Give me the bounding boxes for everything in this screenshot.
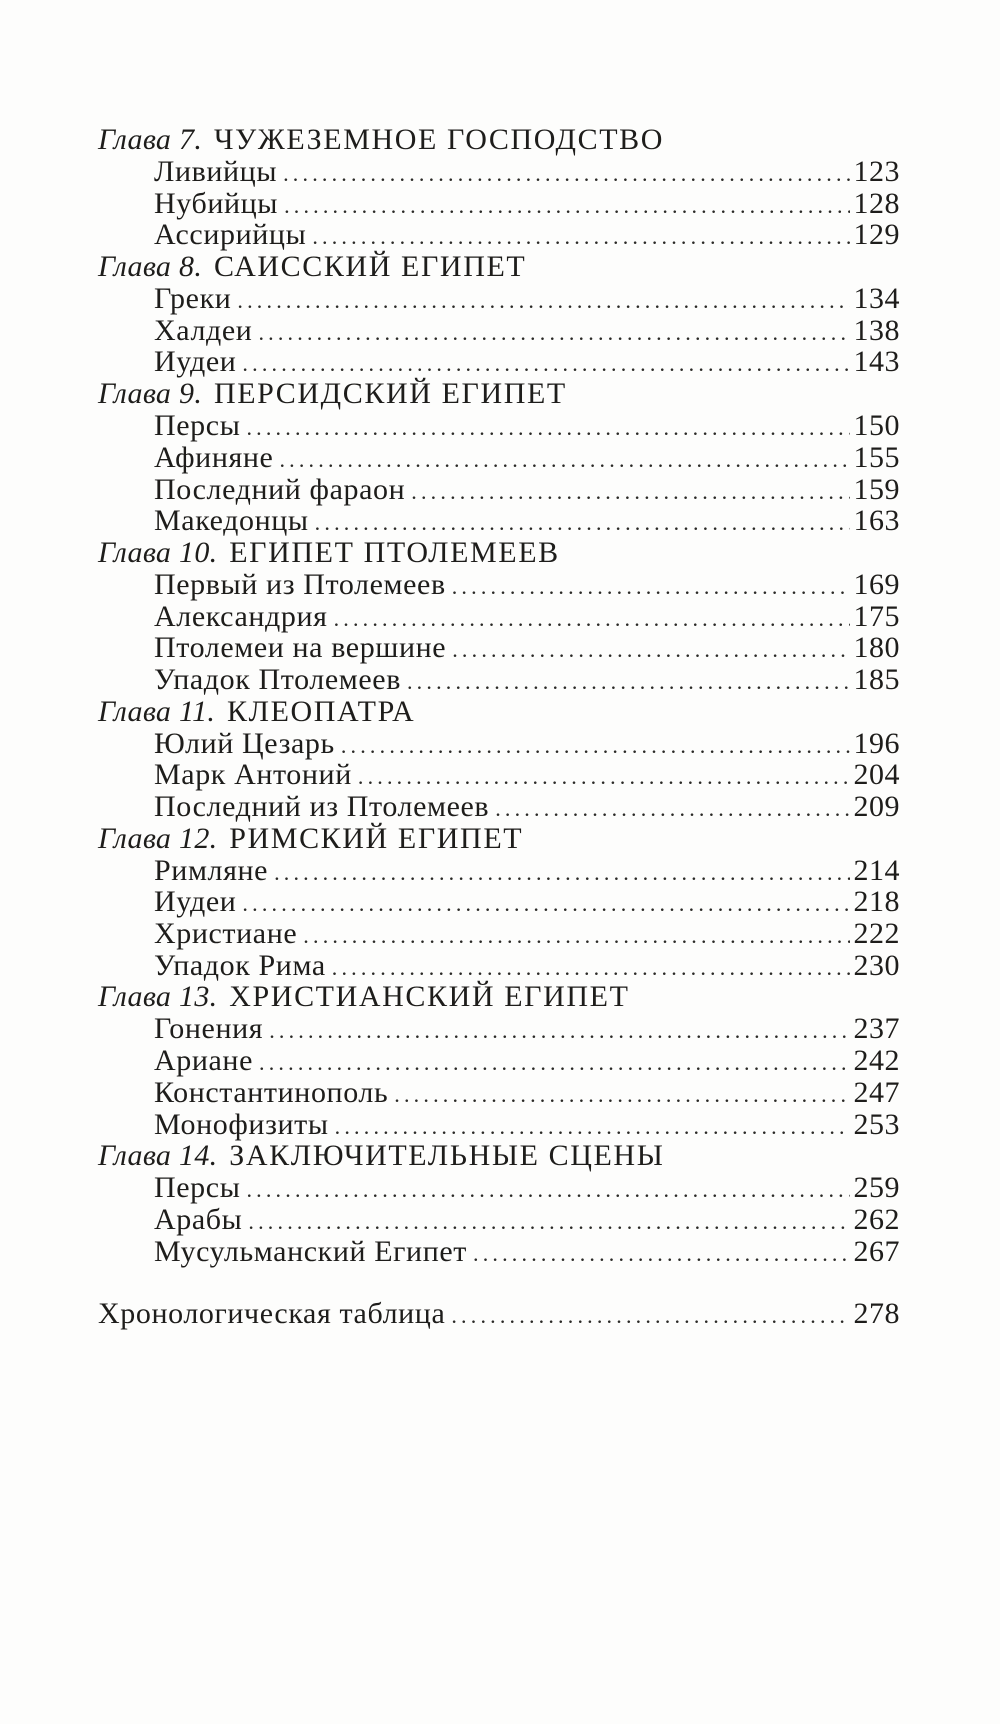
chapter-number: Глава 14. — [98, 1139, 218, 1173]
dot-leader — [451, 1300, 849, 1332]
dot-leader — [258, 317, 849, 349]
chapter-section — [98, 823, 900, 982]
toc-entry — [98, 1013, 900, 1045]
entry-title: Монофизиты — [154, 1107, 329, 1141]
dot-leader — [315, 507, 850, 539]
toc-entry — [98, 728, 900, 760]
dot-leader — [473, 1238, 850, 1270]
toc-entry — [98, 632, 900, 664]
chapter-section — [98, 124, 900, 251]
toc-entry — [98, 759, 900, 791]
toc-entry — [98, 664, 900, 696]
page-number: 259 — [853, 1171, 900, 1205]
chapter-section — [98, 981, 900, 1140]
toc-entry — [98, 1109, 900, 1141]
entry-title: Мусульманский Египет — [154, 1234, 467, 1268]
toc-entry — [98, 505, 900, 537]
entry-title: Афиняне — [154, 440, 274, 474]
dot-leader — [279, 444, 849, 476]
dot-leader — [452, 571, 850, 603]
entry-title: Первый из Птолемеев — [154, 567, 446, 601]
toc-entry — [98, 315, 900, 347]
dot-leader — [284, 190, 849, 222]
entry-title: Птолемеи на вершине — [154, 631, 447, 665]
dot-leader — [242, 348, 849, 380]
toc-entry — [98, 219, 900, 251]
chapter-section — [98, 1140, 900, 1267]
dot-leader — [248, 1206, 849, 1238]
page-number: 230 — [853, 948, 900, 982]
page-number: 143 — [853, 345, 900, 379]
page-number: 175 — [853, 599, 900, 633]
entry-title: Юлий Цезарь — [154, 726, 335, 760]
chapter-title: ЧУЖЕЗЕМНОЕ ГОСПОДСТВО — [213, 123, 664, 156]
chapter-number: Глава 13. — [98, 980, 218, 1014]
toc-entry — [98, 283, 900, 315]
dot-leader — [283, 158, 849, 190]
toc-entry — [98, 886, 900, 918]
toc-entry — [98, 791, 900, 823]
page-number: 155 — [853, 440, 900, 474]
dot-leader — [259, 1047, 849, 1079]
chapter-heading — [98, 378, 900, 410]
entry-title: Упадок Рима — [154, 948, 326, 982]
page-number: 278 — [853, 1297, 900, 1331]
dot-leader — [495, 793, 849, 825]
entry-title: Нубийцы — [154, 186, 279, 220]
toc-entry — [98, 1204, 900, 1236]
page-number: 262 — [853, 1202, 900, 1236]
entry-title: Халдеи — [154, 313, 253, 347]
toc-entry — [98, 950, 900, 982]
toc-final-entry — [98, 1298, 900, 1330]
entry-title: Христиане — [154, 917, 298, 951]
chapter-heading — [98, 981, 900, 1013]
toc-entry — [98, 601, 900, 633]
toc-entry — [98, 1236, 900, 1268]
chapter-section — [98, 251, 900, 378]
entry-title: Ливийцы — [154, 155, 278, 188]
entry-title: Александрия — [154, 599, 328, 633]
page-number: 218 — [853, 885, 900, 919]
page-number: 253 — [853, 1107, 900, 1141]
page-number: 163 — [853, 504, 900, 538]
page-number: 242 — [853, 1044, 900, 1078]
page-number: 128 — [853, 186, 900, 220]
page-number: 138 — [853, 313, 900, 347]
chapter-section — [98, 696, 900, 823]
toc-entry — [98, 569, 900, 601]
page-number: 129 — [853, 218, 900, 252]
page-number: 237 — [853, 1012, 900, 1046]
entry-title: Арабы — [154, 1202, 243, 1236]
page-number: 169 — [853, 567, 900, 601]
chapter-heading — [98, 537, 900, 569]
entry-title: Константинополь — [154, 1075, 389, 1109]
entry-title: Марк Антоний — [154, 758, 352, 792]
page-number: 159 — [853, 472, 900, 506]
entry-title: Персы — [154, 409, 241, 443]
dot-leader — [358, 761, 850, 793]
page-number: 222 — [853, 917, 900, 951]
entry-title: Иудеи — [154, 885, 237, 919]
entry-title: Ассирийцы — [154, 218, 307, 252]
chapter-number: Глава 11. — [98, 694, 216, 728]
page-number: 185 — [853, 662, 900, 696]
entry-title: Македонцы — [154, 504, 309, 538]
entry-title: Римляне — [154, 853, 269, 887]
page-number: 267 — [853, 1234, 900, 1268]
page-number: 247 — [853, 1075, 900, 1109]
toc-entry — [98, 855, 900, 887]
chapter-number: Глава 7. — [98, 123, 203, 156]
toc-entry — [98, 346, 900, 378]
entry-title: Греки — [154, 282, 232, 316]
toc-entry — [98, 410, 900, 442]
chapter-title: ХРИСТИАНСКИЙ ЕГИПЕТ — [229, 980, 630, 1014]
chapter-title: КЛЕОПАТРА — [227, 694, 416, 728]
chapter-number: Глава 10. — [98, 535, 218, 569]
page-number: 180 — [853, 631, 900, 665]
dot-leader — [394, 1079, 849, 1111]
chapter-heading — [98, 1140, 900, 1172]
dot-leader — [411, 476, 849, 508]
page-number: 150 — [853, 409, 900, 443]
chapter-title: ПЕРСИДСКИЙ ЕГИПЕТ — [213, 377, 567, 411]
toc-entry — [98, 1172, 900, 1204]
entry-title: Последний фараон — [154, 472, 406, 506]
page-number: 214 — [853, 853, 900, 887]
chapter-title: ЕГИПЕТ ПТОЛЕМЕЕВ — [229, 535, 560, 569]
entry-title: Упадок Птолемеев — [154, 662, 401, 696]
chapter-section — [98, 378, 900, 537]
toc-entry — [98, 1077, 900, 1109]
dot-leader — [237, 285, 849, 317]
page-number: 123 — [853, 155, 900, 188]
page-number: 196 — [853, 726, 900, 760]
dot-leader — [332, 952, 850, 984]
dot-leader — [246, 1174, 849, 1206]
chapter-title: РИМСКИЙ ЕГИПЕТ — [229, 821, 524, 855]
dot-leader — [452, 634, 849, 666]
entry-title: Гонения — [154, 1012, 264, 1046]
toc-entry — [98, 918, 900, 950]
dot-leader — [274, 857, 849, 889]
page-number: 209 — [853, 790, 900, 823]
chapter-section — [98, 537, 900, 696]
entry-title: Хронологическая таблица — [98, 1297, 446, 1331]
dot-leader — [407, 666, 850, 698]
chapter-number: Глава 8. — [98, 250, 203, 284]
chapter-number: Глава 9. — [98, 377, 203, 411]
page-number: 204 — [853, 758, 900, 792]
dot-leader — [269, 1015, 849, 1047]
dot-leader — [303, 920, 849, 952]
toc-entry — [98, 188, 900, 220]
dot-leader — [312, 221, 849, 253]
toc-entry — [98, 442, 900, 474]
entry-title: Иудеи — [154, 345, 237, 379]
chapter-title: САИССКИЙ ЕГИПЕТ — [213, 250, 527, 284]
dot-leader — [334, 603, 850, 635]
dot-leader — [246, 412, 849, 444]
toc-entry — [98, 156, 900, 188]
chapter-title: ЗАКЛЮЧИТЕЛЬНЫЕ СЦЕНЫ — [229, 1139, 665, 1173]
dot-leader — [335, 1111, 850, 1143]
entry-title: Ариане — [154, 1044, 254, 1078]
chapter-heading — [98, 823, 900, 855]
chapter-number: Глава 12. — [98, 821, 218, 855]
toc-entry — [98, 474, 900, 506]
chapter-heading — [98, 696, 900, 728]
page-number: 134 — [853, 282, 900, 316]
entry-title: Последний из Птолемеев — [154, 790, 490, 823]
table-of-contents — [98, 124, 900, 1330]
dot-leader — [242, 888, 849, 920]
chapter-heading — [98, 251, 900, 283]
chapter-heading — [98, 124, 900, 156]
entry-title: Персы — [154, 1171, 241, 1205]
dot-leader — [341, 730, 850, 762]
toc-entry — [98, 1045, 900, 1077]
